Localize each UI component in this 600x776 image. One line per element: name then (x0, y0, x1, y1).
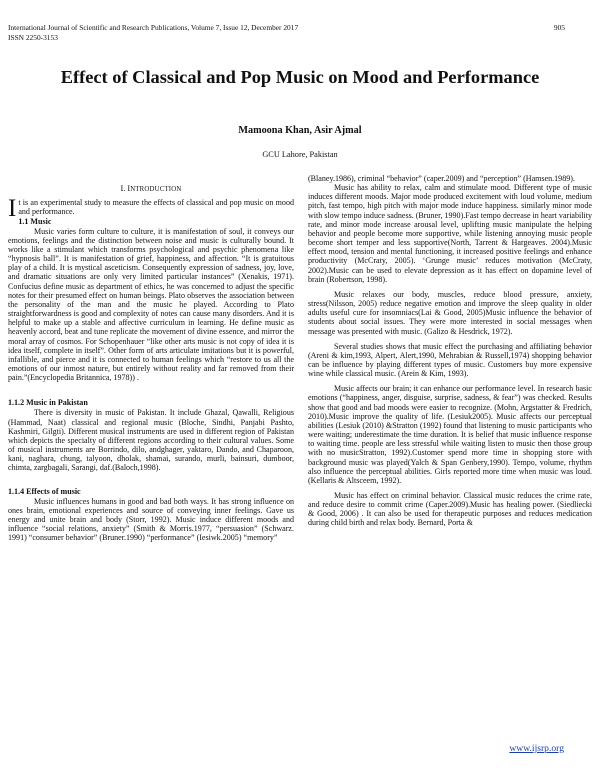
section-title-rest: NTRODUCTION (130, 186, 182, 193)
running-header (8, 23, 298, 42)
page-number: 905 (553, 23, 565, 32)
paragraph-criminal: Music has effect on criminal behavior. Classical music reduces the crime rate, and reduce desire to commit crime (Caper.2009).Music has healing power. (Siedliecki & Good, 2006) . It can also be used for therapeutic purposes and reduces medication during child birth and relax body. Bernard, Porta & (308, 491, 592, 528)
heading-music: 1.1 Music (18, 217, 52, 227)
left-column (8, 174, 294, 542)
intro-text: t is an experimental study to measure the effects of classical and pop music on mood and performance. (18, 198, 294, 217)
right-column (308, 174, 592, 528)
paragraph-music: Music varies form culture to culture, it is manifestation of soul, it conveys our emotions, feelings and the distinction between noise and music is culturally bound. It works like a stimulant which transforms psychological and psychic phenomena like “hypnosis ball”. It is manifestation of grief, happiness, and affection. “It is gratuitous play of a child. It is mystical asceticism. Consequently expression of sadness, joy, love, and dramatic situations are only very limited particular instances” (Xenakis, 1971). Confucius define music as department of ethics, he was concerned to adjust the specific notes for their presumed effect on human beings. Plato observes the association between the personality of the man and the music he played. According to Plato straightforwardness is good and complexity of notes can cause many disorders. And it is helpful to make up a stable and affective curriculum in learning. He define music as heavenly accord, beat and tune replicate the movement of divine essence, and mirror the moral array of cosmos. For Schopenhauer “like other arts music is not copy of idea it is idea itself, complete in itself”. Other form of arts articulate imitations but it is powerful, infallible, and pierce and it is connected to human feelings which “restore to us all the emotions of our inmost nature, but entirely without reality and far removed from their pain.”(Encyclopedia Britannica, 1978)) . (8, 226, 294, 383)
section-first-letter: I (127, 184, 131, 193)
heading-effects-of-music: 1.1.4 Effects of music (8, 486, 81, 496)
paragraph-brain: Music affects our brain; it can enhance our performance level. In research basic emotions (“happiness, anger, disguise, surprise, sadness, & fear”) was checked. Results show that good and bad moods were easier to recognize. (Mohn, Argstatter & Fredrich, 2010).Music improve the quality of life. (Lesiuk2005). Music affects our perceptual abilities (Lesiuk (2010) &Stratton (1992) found that listening to music participants who were waiting; underestimate the time duration. It is belief that music influence response to waiting time. people are less stressful while waiting listen to music then those group with no musicStratton, 1992).Customer spend more time in shopping store with background music was played(Yalch & Span Genbery,1990). Tempo, volume, rhythm also influence the perceptual abilities. Girls reported more time when music was loud. (Kellaris & Altsceem, 1992). (308, 384, 592, 485)
paragraph-music-in-pakistan: There is diversity in music of Pakistan. It include Ghazal, Qawalli, Religious (Hammad, Naat) classical and regional music (Bloche, Sindhi, Panjabi Pashto, Kashmiri, Gilgti). Different musical instruments are used in different region of Pakistan which depicts the specialty of different regions according to their cultural values. Some of musical instruments are Borrindo, dilo, andghager, yaktaro, Dando, and Chaparoon, kani, naghara, chung, talyoon, dholak, shamai, surando, murli, bainsuri, dumboor, chimta, zargbagali, Sarangi, daf.(Baloch,1998). (8, 408, 294, 473)
paper-title: Effect of Classical and Pop Music on Mood and Performance (60, 67, 540, 87)
paragraph-purchasing: Several studies shows that music effect the purchasing and affiliating behavior (Areni & kim,1993, Alpert, Alert,1990, Mehrabian & Russell,1974) shopping behavior can be influence by playing different types of music. Customers buy more expensive wine while classical music. (Arein & Kim, 1993). (308, 341, 592, 379)
drop-cap: I (8, 195, 17, 223)
paragraph-effects-of-music: Music influences humans in good and bad both ways. It has strong influence on ones brain, emotional experiences and source of conveying inner feelings. Gave us energy and unite brain and body (Storr, 1992). Music induce different moods and influence “social relations, anxiety” (Smith & Morris.1977, “persuasion” (Schwarz. 1991) “consumer behavior” (Bruner.1990) “performance” (Iesiwk.2005) “memory” (8, 496, 294, 543)
journal-line: International Journal of Scientific and Research Publications, Volume 7, Issue 12, December 2017 (8, 23, 299, 32)
authors: Mamoona Khan, Asir Ajmal (238, 125, 362, 136)
section-heading-introduction (8, 184, 294, 194)
paragraph-continued: (Blaney.1986), criminal “behavior” (caper.2009) and “perception” (Hamsen.1989). (308, 174, 575, 183)
footer-link[interactable]: www.ijsrp.org (509, 743, 564, 754)
section-numeral: I. (120, 184, 126, 193)
paragraph-mood: Music has ability to relax, calm and stimulate mood. Different type of music induces different moods. Major mode produced excitement with loud volume, medium pitch, fast tempo, high pitch with major mode induce happiness. similarly minor mode with slow tempo induce sadness. (Bruner, 1990).Fast tempo decrease in heart variability rate, and minor mode increase arousal level, uplifting music manipulate the helping behavior and people become more supportive, while listening annoying music people become short temper and less supportive(North, Tarrent & Hargeaves. 2004).Music effect mood, tension and mental functioning, it increased positive feelings and enhance productivity (McCraty, 2005). ‘Grunge music’ reduces motivation (McCraty, 2002).Music can be used to elevate depression as it has effect on dopamine level of brain (Robertson, 1998). (308, 183, 592, 284)
affiliation: GCU Lahore, Pakistan (262, 150, 338, 159)
issn-line: ISSN 2250-3153 (8, 32, 58, 42)
paragraph-relax: Music relaxes our body, muscles, reduce blood pressure, anxiety, stress(Nilsson, 2005) reduce negative emotion and improve the sleep quality in older adults useful cure for insomniacs(Lai & Good, 2005)Music influence the behavior of students about social issues. They were more interested in social messages when message was presented with music. (Galizo & Hesdrick, 1972). (308, 289, 592, 336)
heading-music-in-pakistan: 1.1.2 Music in Pakistan (8, 398, 88, 408)
